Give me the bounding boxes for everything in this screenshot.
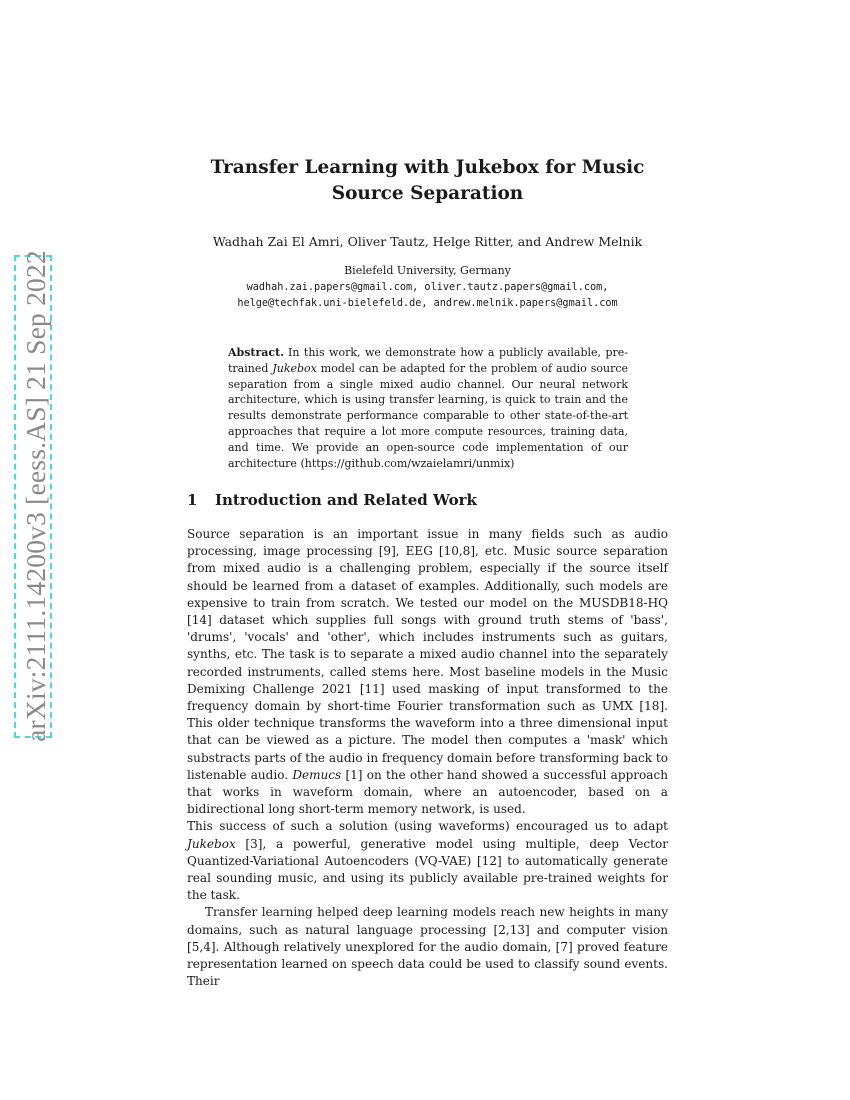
- arxiv-identifier: arXiv:2111.14200v3 [eess.AS] 21 Sep 2022: [20, 250, 51, 742]
- title-line-1: Transfer Learning with Jukebox for Music: [210, 157, 645, 178]
- paper-title: [187, 155, 668, 207]
- abstract: [228, 345, 628, 471]
- paragraph-2-text-a: This success of such a solution (using waveforms) encouraged us to adapt: [187, 819, 668, 834]
- section-number: 1: [187, 491, 198, 509]
- title-line-2: Source Separation: [331, 183, 524, 204]
- author-emails: [187, 280, 668, 312]
- section-title: Introduction and Related Work: [215, 491, 477, 509]
- paragraph-1-text-b: [1] on the other hand showed a successful approach that works in waveform domain, where an autoencoder, based on a bidirectional long short-term memory network, is used.: [187, 767, 668, 817]
- email-line-1: wadhah.zai.papers@gmail.com, oliver.tautz.papers@gmail.com,: [246, 282, 609, 293]
- abstract-text-1: In this work, we demonstrate how a publicly available, pre-trained: [228, 346, 628, 375]
- paragraph-3: Transfer learning helped deep learning models reach new heights in many domains, such as natural language processing [2,13] and computer vision [5,4]. Although relatively unexplored for the audio domain, [7] proved feature representation learned on speech data could be used to classify sound events. Their: [187, 905, 668, 989]
- affiliation: Bielefeld University, Germany: [344, 264, 511, 277]
- paragraph-1: [187, 526, 668, 818]
- abstract-text-2: model can be adapted for the problem of audio source separation from a single mixed audio channel. Our neural network architecture, which is using transfer learning, is quick to train and the results demonstrate performance comparable to other state-of-the-art approaches that require a lot more compute resources, training data, and time. We provide an open-source code implementation of our architecture (https://github.com/wzaielamri/unmix): [228, 361, 628, 470]
- paragraph-1-text-a: Source separation is an important issue in many fields such as audio processing, image processing [9], EEG [10,8], etc. Music source separation from mixed audio is a challenging problem, especially if the source itself should be learned from a dataset of examples. Additionally, such models are expensive to train from scratch. We tested our model on the MUSDB18-HQ [14] dataset which supplies full songs with ground truth stems of 'bass', 'drums', 'vocals' and 'other', which includes instruments such as guitars, synths, etc. The task is to separate a mixed audio channel into the separately recorded instruments, called stems here. Most baseline models in the Music Demixing Challenge 2021 [11] used masking of input transformed to the frequency domain by short-time Fourier transformation such as UMX [18]. This older technique transforms the waveform into a three dimensional input that can be viewed as a picture. The model then computes a 'mask' which substracts parts of the audio in frequency domain before transforming back to listenable audio.: [187, 527, 668, 782]
- author-list: Wadhah Zai El Amri, Oliver Tautz, Helge Ritter, and Andrew Melnik: [212, 234, 643, 249]
- jukebox-term: Jukebox: [187, 836, 236, 851]
- email-line-2: helge@techfak.uni-bielefeld.de, andrew.melnik.papers@gmail.com: [237, 298, 618, 309]
- body-text: [187, 526, 668, 990]
- demucs-term: Demucs: [292, 767, 342, 782]
- paragraph-2-text-b: [3], a powerful, generative model using multiple, deep Vector Quantized-Variational Autoencoders (VQ-VAE) [12] to automatically generate real sounding music, and using its publicly available pre-trained weights for the task.: [187, 836, 668, 903]
- paragraph-2: [187, 818, 668, 904]
- abstract-label: Abstract.: [228, 346, 285, 359]
- section-heading: [187, 491, 477, 509]
- abstract-jukebox: Jukebox: [272, 361, 317, 375]
